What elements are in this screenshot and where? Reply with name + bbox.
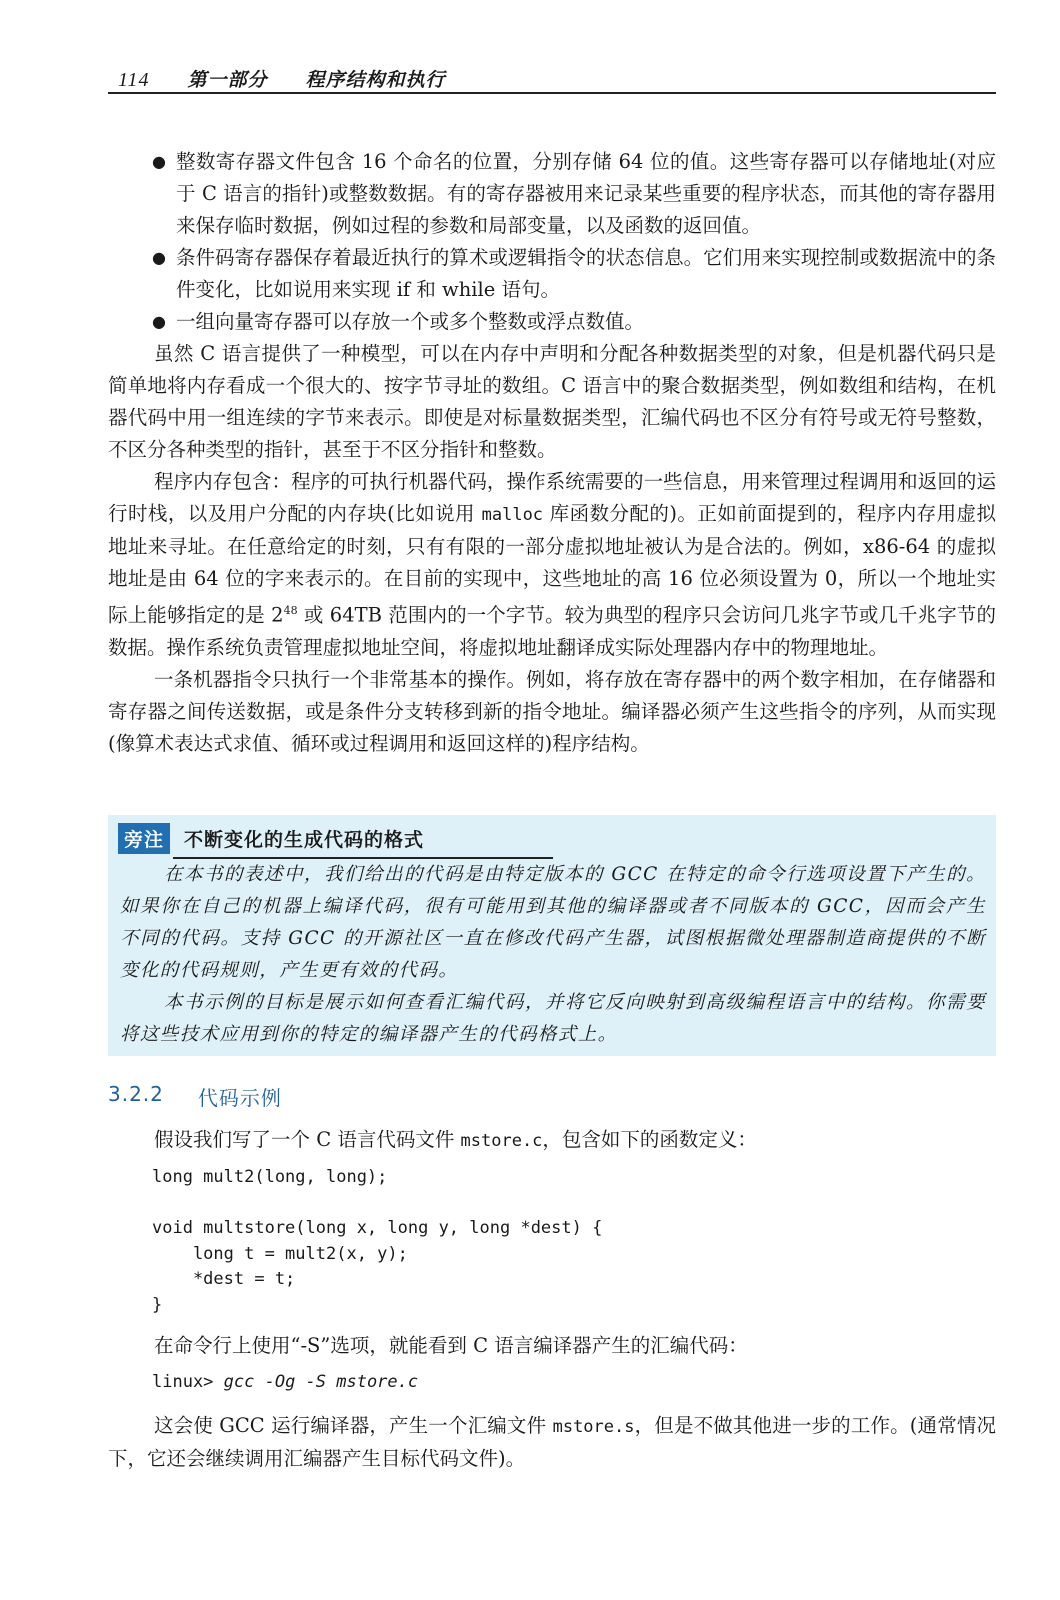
command-intro — [108, 1330, 996, 1362]
paragraph: 虽然 C 语言提供了一种模型，可以在内存中声明和分配各种数据类型的对象，但是机器代码只是简单地将内存看成一个很大的、按字节寻址的数组。C 语言中的聚合数据类型，例如数组和结构，在机器代码中用一组连续的字节来表示。即使是对标量数据类型，汇编代码也不区分有符号或无符号整数，不区分各种类型的指针，甚至于不区分指针和整数。 — [108, 342, 996, 461]
paragraph — [108, 1124, 996, 1157]
paragraph: 一条机器指令只执行一个非常基本的操作。例如，将存放在寄存器中的两个数字相加，在存储器和寄存器之间传送数据，或是条件分支转移到新的指令地址。编译器必须产生这些指令的序列，从而实现(像算术表达式求值、循环或过程调用和返回这样的)程序结构。 — [108, 667, 996, 755]
header-rule — [108, 92, 996, 94]
paragraph: 在命令行上使用“-S”选项，就能看到 C 语言编译器产生的汇编代码： — [154, 1334, 748, 1357]
bullet-text: 一组向量寄存器可以存放一个或多个整数或浮点数值。 — [176, 310, 645, 333]
bullet-dot: ● — [152, 312, 166, 331]
inline-code: mstore.s — [552, 1417, 635, 1437]
closing-text — [108, 1410, 996, 1475]
inline-code: mstore.c — [460, 1131, 543, 1151]
paragraph-text: 假设我们写了一个 C 语言代码文件 — [154, 1128, 461, 1151]
paragraph — [108, 1410, 996, 1475]
part-label: 第一部分 — [187, 69, 268, 91]
aside-header — [118, 823, 424, 854]
bullet-dot: ● — [152, 152, 166, 171]
inline-code: malloc — [481, 505, 544, 525]
code-block: long mult2(long, long); void multstore(long x, long y, long *dest) { long t = mult2(x, y); *dest = t; } — [152, 1167, 603, 1315]
paragraph-text: ，包含如下的函数定义： — [542, 1128, 757, 1151]
part-title: 程序结构和执行 — [305, 69, 446, 91]
main-text — [108, 146, 996, 760]
paragraph-text: 这会使 GCC 运行编译器，产生一个汇编文件 — [154, 1414, 553, 1437]
aside-paragraph: 在本书的表述中，我们给出的代码是由特定版本的 GCC 在特定的命令行选项设置下产生的。如果你在自己的机器上编译代码，很有可能用到其他的编译器或者不同版本的 GCC，因而会产生不同的代码。支持 GCC 的开源社区一直在修改代码产生器，试图根据微处理器制造商提供的不断变化的代码规则，产生更有效的代码。 — [120, 864, 986, 981]
bullet-text: 整数寄存器文件包含 16 个命名的位置，分别存储 64 位的值。这些寄存器可以存储地址(对应于 C 语言的指针)或整数数据。有的寄存器被用来记录某些重要的程序状态，而其他的寄存器用来保存临时数据，例如过程的参数和局部变量，以及函数的返回值。 — [176, 150, 996, 237]
aside-title: 不断变化的生成代码的格式 — [184, 829, 425, 851]
paragraph-text: 程序内存包含：程序的可执行机器代码，操作系统需要的一些信息，用来管理过程调用和返回的运行时栈，以及用户分配的内存块(比如说用 — [108, 470, 996, 525]
section-number: 3.2.2 — [108, 1082, 164, 1106]
bullet-list — [108, 146, 996, 338]
bullet-dot: ● — [152, 248, 166, 267]
aside-tag: 旁注 — [118, 823, 170, 854]
aside-body — [120, 859, 986, 1051]
list-item — [108, 242, 996, 306]
list-item — [108, 146, 996, 242]
paragraph — [108, 466, 996, 664]
section-heading — [108, 1082, 282, 1111]
paragraph-text: 或 64TB 范围内的一个字节。较为典型的程序只会访问几兆字节或几千兆字节的数据。操作系统负责管理虚拟地址空间，将虚拟地址翻译成实际处理器内存中的物理地址。 — [108, 603, 996, 659]
shell-prompt: linux> — [152, 1372, 224, 1392]
superscript: 48 — [283, 604, 298, 617]
bullet-text: 条件码寄存器保存着最近执行的算术或逻辑指令的状态信息。它们用来实现控制或数据流中的条件变化，比如说用来实现 if 和 while 语句。 — [176, 246, 996, 301]
aside-box — [108, 815, 996, 1056]
page-number: 114 — [118, 69, 150, 91]
command-line — [152, 1372, 418, 1392]
aside-paragraph: 本书示例的目标是展示如何查看汇编代码，并将它反向映射到高级编程语言中的结构。你需要将这些技术应用到你的特定的编译器产生的代码格式上。 — [120, 992, 986, 1045]
section-intro — [108, 1124, 996, 1157]
list-item — [108, 306, 996, 338]
running-header — [108, 58, 996, 92]
paragraph-text: 库函数分配的)。正如前面提到的，程序内存用虚拟地址来寻址。在任意给定的时刻，只有有限的一部分虚拟地址被认为是合法的。例如，x86-64 的虚拟地址是由 64 位的字来表示的。在目前的实现中，这些地址的高 16 位必须设置为 0，所以一个地址实际上能够指定的是 2 — [108, 502, 996, 627]
paragraph-text: ，但是不做其他进一步的工作。(通常情况下，它还会继续调用汇编器产生目标代码文件)。 — [108, 1414, 997, 1470]
section-title: 代码示例 — [197, 1086, 282, 1110]
shell-command: gcc -Og -S mstore.c — [223, 1372, 419, 1392]
